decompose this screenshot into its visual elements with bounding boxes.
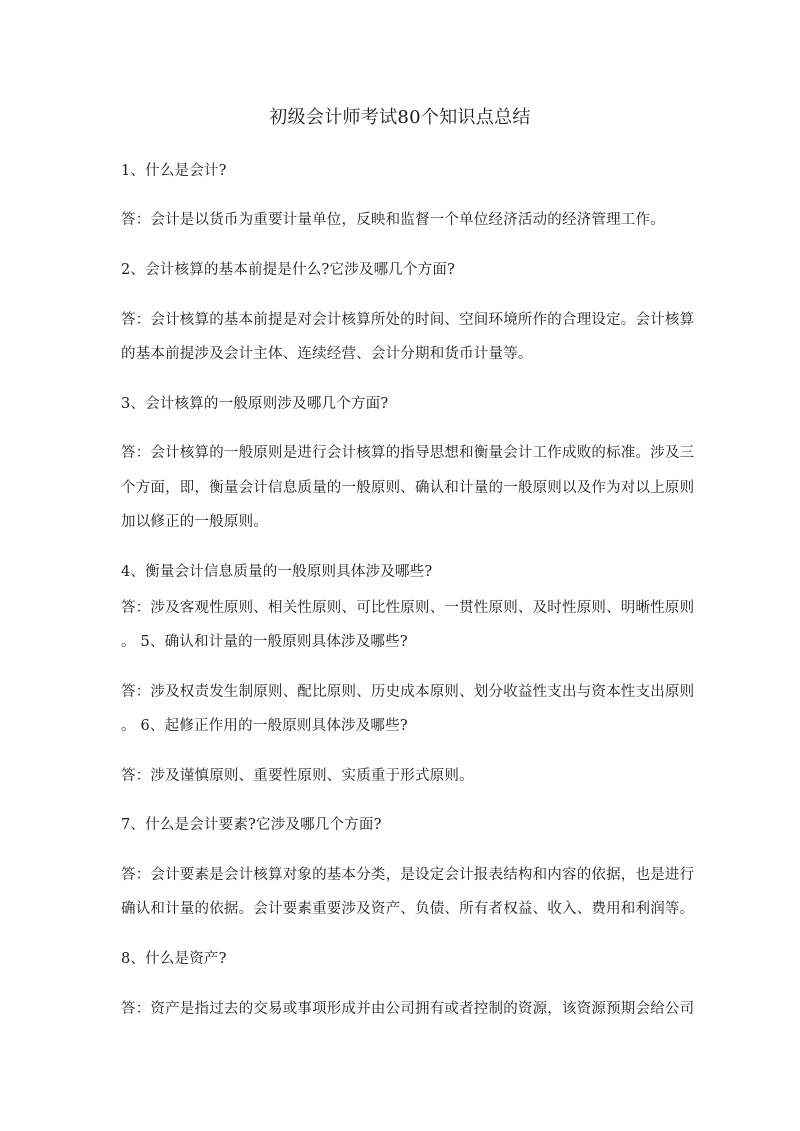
answer-2-line-1: 答：会计核算的基本前提是对会计核算所处的时间、空间环境所作的合理设定。会计核算 (121, 312, 695, 328)
question-7: 7、什么是会计要素?它涉及哪几个方面? (121, 817, 382, 833)
answer-3-line-1: 答：会计核算的一般原则是进行会计核算的指导思想和衡量会计工作成败的标准。涉及三 (121, 445, 695, 461)
answer-8-line-1: 答：资产是指过去的交易或事项形成并由公司拥有或者控制的资源，该资源预期会给公司 (121, 1001, 695, 1017)
answer-1: 答：会计是以货币为重要计量单位，反映和监督一个单位经济活动的经济管理工作。 (121, 212, 665, 228)
answer-3-line-2: 个方面，即，衡量会计信息质量的一般原则、确认和计量的一般原则以及作为对以上原则 (121, 480, 695, 496)
answer-4: 答：涉及客观性原则、相关性原则、可比性原则、一贯性原则、及时性原则、明晰性原则 (121, 600, 695, 616)
answer-3-line-3: 加以修正的一般原则。 (121, 514, 268, 530)
answer-7-line-1: 答：会计要素是会计核算对象的基本分类，是设定会计报表结构和内容的依据，也是进行 (121, 867, 695, 883)
question-1: 1、什么是会计? (121, 163, 227, 179)
question-8: 8、什么是资产? (121, 951, 227, 967)
question-2: 2、会计核算的基本前提是什么?它涉及哪几个方面? (121, 262, 456, 278)
question-4: 4、衡量会计信息质量的一般原则具体涉及哪些? (121, 564, 433, 580)
answer-5: 答：涉及权责发生制原则、配比原则、历史成本原则、划分收益性支出与资本性支出原则 (121, 684, 695, 700)
document-title: 初级会计师考试80个知识点总结 (269, 107, 531, 128)
question-3: 3、会计核算的一般原则涉及哪几个方面? (121, 396, 389, 412)
answer-6: 答：涉及谨慎原则、重要性原则、实质重于形式原则。 (121, 768, 474, 784)
answer-7-line-2: 确认和计量的依据。会计要素重要涉及资产、负债、所有者权益、收入、费用和利润等。 (121, 901, 695, 917)
question-6: 。 6、起修正作用的一般原则具体涉及哪些? (121, 718, 408, 734)
answer-2-line-2: 的基本前提涉及会计主体、连续经营、会计分期和货币计量等。 (121, 346, 533, 362)
question-5: 。 5、确认和计量的一般原则具体涉及哪些? (121, 634, 408, 650)
